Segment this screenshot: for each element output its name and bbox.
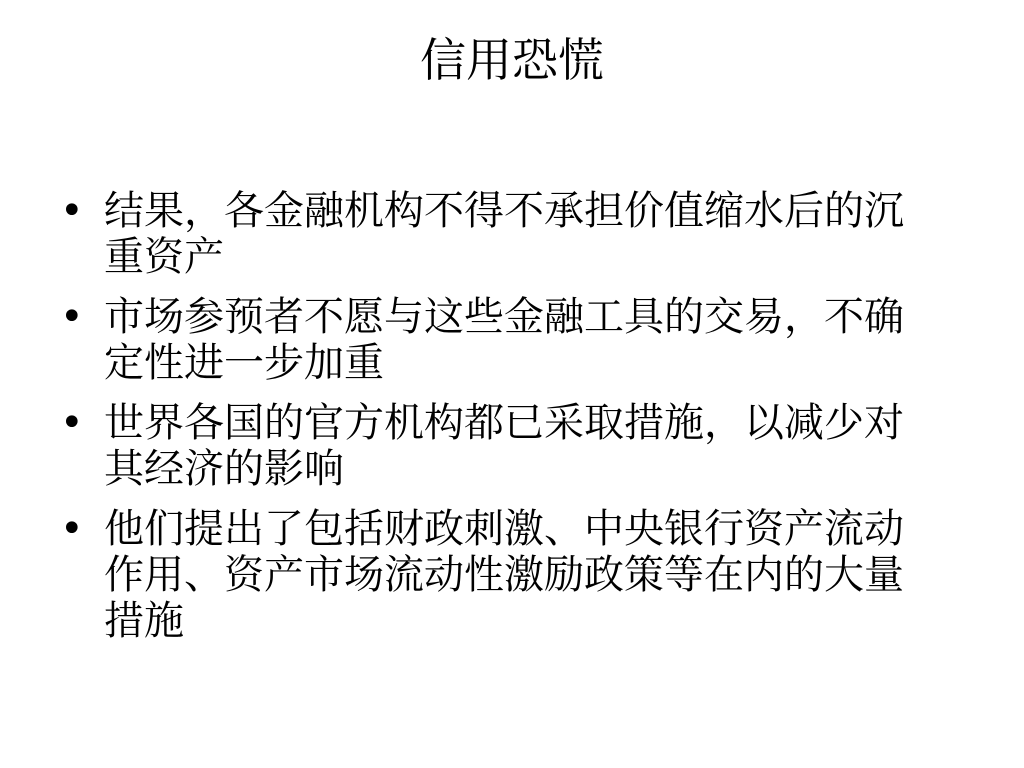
bullet-text: 他们提出了包括财政刺激、中央银行资产流动作用、资产市场流动性激励政策等在内的大量措施 xyxy=(104,506,904,644)
bullet-icon: • xyxy=(60,506,84,552)
bullet-text: 市场参预者不愿与这些金融工具的交易，不确定性进一步加重 xyxy=(104,294,904,386)
bullet-icon: • xyxy=(60,294,84,340)
bullet-item xyxy=(58,188,938,280)
bullet-item xyxy=(58,294,938,386)
bullet-list xyxy=(58,188,938,658)
bullet-text: 结果，各金融机构不得不承担价值缩水后的沉重资产 xyxy=(104,188,904,280)
bullet-item xyxy=(58,506,938,644)
slide-title: 信用恐慌 xyxy=(420,33,604,87)
bullet-icon: • xyxy=(60,400,84,446)
bullet-text: 世界各国的官方机构都已采取措施，以减少对其经济的影响 xyxy=(104,400,904,492)
bullet-item xyxy=(58,400,938,492)
bullet-icon: • xyxy=(60,188,84,234)
